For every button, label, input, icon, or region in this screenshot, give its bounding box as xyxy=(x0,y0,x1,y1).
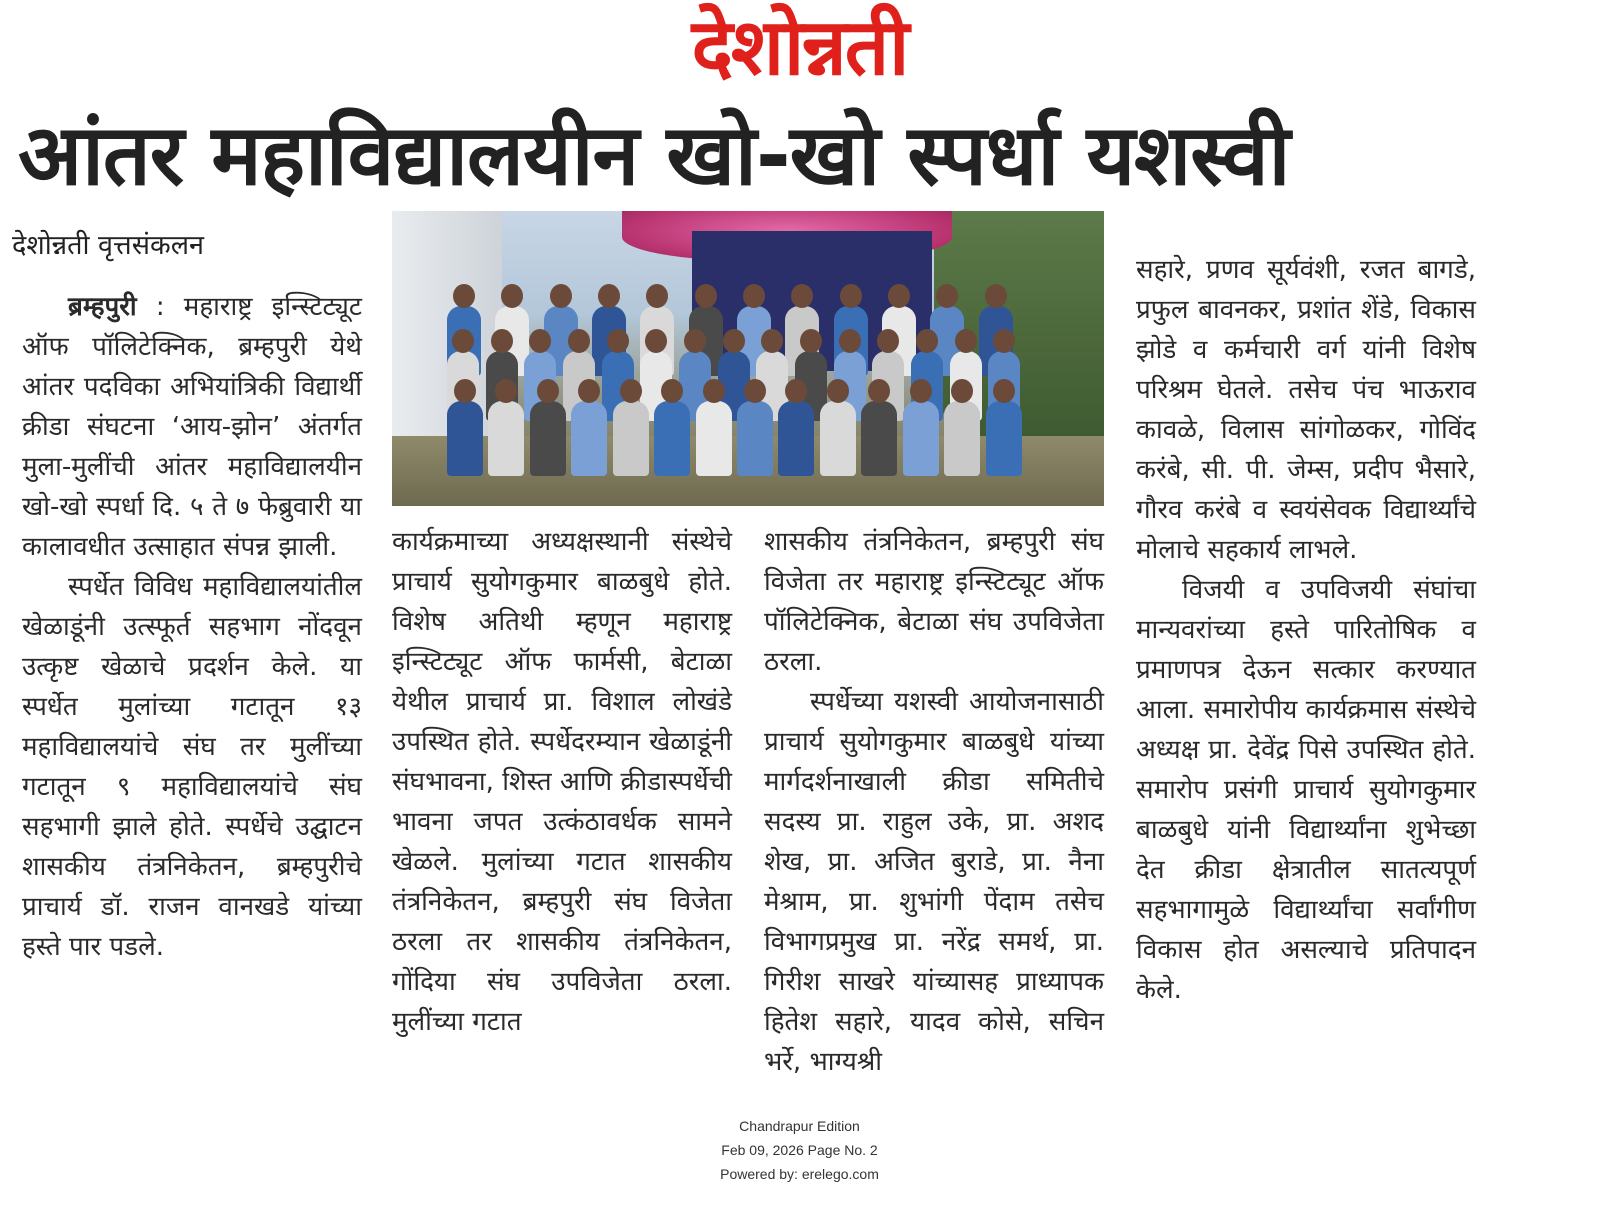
footer-edition: Chandrapur Edition xyxy=(739,1118,860,1134)
photo-person xyxy=(986,401,1022,476)
photo-group-of-people xyxy=(437,296,1037,486)
paragraph-text: : महाराष्ट्र इन्स्टिट्यूट ऑफ पॉलिटेक्निक, ब्रम्हपुरी येथे आंतर पदविका अभियांत्रिकी विद्यार्थी क्रीडा संघटना ‘आय-झोन’ अंतर्गत मुला-मुलींची आंतर महाविद्यालयीन खो-खो स्पर्धा दि. ५ ते ७ फेब्रुवारी या कालावधीत उत्साहात संपन्न झाली. xyxy=(22,292,362,562)
photo-person xyxy=(944,401,980,476)
photo-person xyxy=(488,401,524,476)
photo-person xyxy=(654,401,690,476)
article-column-4 xyxy=(1136,250,1476,1117)
photo-person xyxy=(861,401,897,476)
dateline: ब्रम्हपुरी xyxy=(68,292,137,322)
photo-person xyxy=(737,401,773,476)
paragraph: कार्यक्रमाच्या अध्यक्षस्थानी संस्थेचे प्राचार्य सुयोगकुमार बाळबुधे होते. विशेष अतिथी म्हणून महाराष्ट्र इन्स्टिट्यूट ऑफ फार्मसी, बेटाळा येथील प्राचार्य प्रा. विशाल लोखंडे उपस्थित होते. स्पर्धेदरम्यान खेळाडूंनी संघभावना, शिस्त आणि क्रीडास्पर्धेची भावना जपत उत्कंठावर्धक सामने खेळले. मुलांच्या गटात शासकीय तंत्रनिकेतन, ब्रम्हपुरी संघ विजेता ठरला तर शासकीय तंत्रनिकेतन, गोंदिया संघ उपविजेता ठरला. मुलींच्या गटात xyxy=(392,527,732,1037)
photo-person xyxy=(778,401,814,476)
article-column-1 xyxy=(22,287,362,1117)
article-column-3 xyxy=(764,522,1104,1117)
paragraph: स्पर्धेत विविध महाविद्यालयांतील खेळाडूंनी उत्स्फूर्त सहभाग नोंदवून उत्कृष्ट खेळाचे प्रदर्शन केले. या स्पर्धेत मुलांच्या गटातून १३ महाविद्यालयांचे संघ तर मुलींच्या गटातून ९ महाविद्यालयांचे संघ सहभागी झाले होते. स्पर्धेचे उद्घाटन शासकीय तंत्रनिकेतन, ब्रम्हपुरीचे प्राचार्य डॉ. राजन वानखडे यांच्या हस्ते पार पडले. xyxy=(22,572,362,962)
news-photo xyxy=(392,211,1104,506)
photo-person xyxy=(696,401,732,476)
photo-person xyxy=(447,401,483,476)
byline-credit: देशोन्नती वृत्तसंकलन xyxy=(12,230,204,261)
headline: आंतर महाविद्यालयीन खो-खो स्पर्धा यशस्वी xyxy=(18,106,1290,204)
masthead xyxy=(0,0,1599,100)
paragraph: शासकीय तंत्रनिकेतन, ब्रम्हपुरी संघ विजेता तर महाराष्ट्र इन्स्टिट्यूट ऑफ पॉलिटेक्निक, बेटाळा संघ उपविजेता ठरला. xyxy=(764,527,1104,677)
photo-person xyxy=(530,401,566,476)
masthead-logo: देशोन्नती xyxy=(691,3,908,93)
photo-person xyxy=(613,401,649,476)
paragraph: सहारे, प्रणव सूर्यवंशी, रजत बागडे, प्रफुल बावनकर, प्रशांत शेंडे, विकास झोडे व कर्मचारी वर्ग यांनी विशेष परिश्रम घेतले. तसेच पंच भाऊराव कावळे, विलास सांगोळकर, गोविंद करंबे, सी. पी. जेम्स, प्रदीप भैसारे, गौरव करंबे व स्वयंसेवक विद्यार्थ्यांचे मोलाचे सहकार्य लाभले. xyxy=(1136,255,1476,565)
paragraph xyxy=(22,287,362,567)
photo-person xyxy=(571,401,607,476)
photo-person xyxy=(903,401,939,476)
footer-powered-by: Powered by: erelego.com xyxy=(720,1166,879,1182)
photo-person xyxy=(820,401,856,476)
footer-date-page: Feb 09, 2026 Page No. 2 xyxy=(721,1142,878,1158)
article-column-2 xyxy=(392,522,732,1117)
paragraph: विजयी व उपविजयी संघांचा मान्यवरांच्या हस्ते पारितोषिक व प्रमाणपत्र देऊन सत्कार करण्यात आला. समारोपीय कार्यक्रमास संस्थेचे अध्यक्ष प्रा. देवेंद्र पिसे उपस्थित होते. समारोप प्रसंगी प्राचार्य सुयोगकुमार बाळबुधे यांनी विद्यार्थ्यांना शुभेच्छा देत क्रीडा क्षेत्रातील सातत्यपूर्ण सहभागामुळे विद्यार्थ्यांचा सर्वांगीण विकास होत असल्याचे प्रतिपादन केले. xyxy=(1136,575,1476,1005)
paragraph: स्पर्धेच्या यशस्वी आयोजनासाठी प्राचार्य सुयोगकुमार बाळबुधे यांच्या मार्गदर्शनाखाली क्रीडा समितीचे सदस्य प्रा. राहुल उके, प्रा. अशद शेख, प्रा. अजित बुराडे, प्रा. नैना मेश्राम, प्रा. शुभांगी पेंदाम तसेच विभागप्रमुख प्रा. नरेंद्र समर्थ, प्रा. गिरीश साखरे यांच्यासह प्राध्यापक हितेश सहारे, यादव कोसे, सचिन भर्रे, भाग्यश्री xyxy=(764,687,1104,1077)
